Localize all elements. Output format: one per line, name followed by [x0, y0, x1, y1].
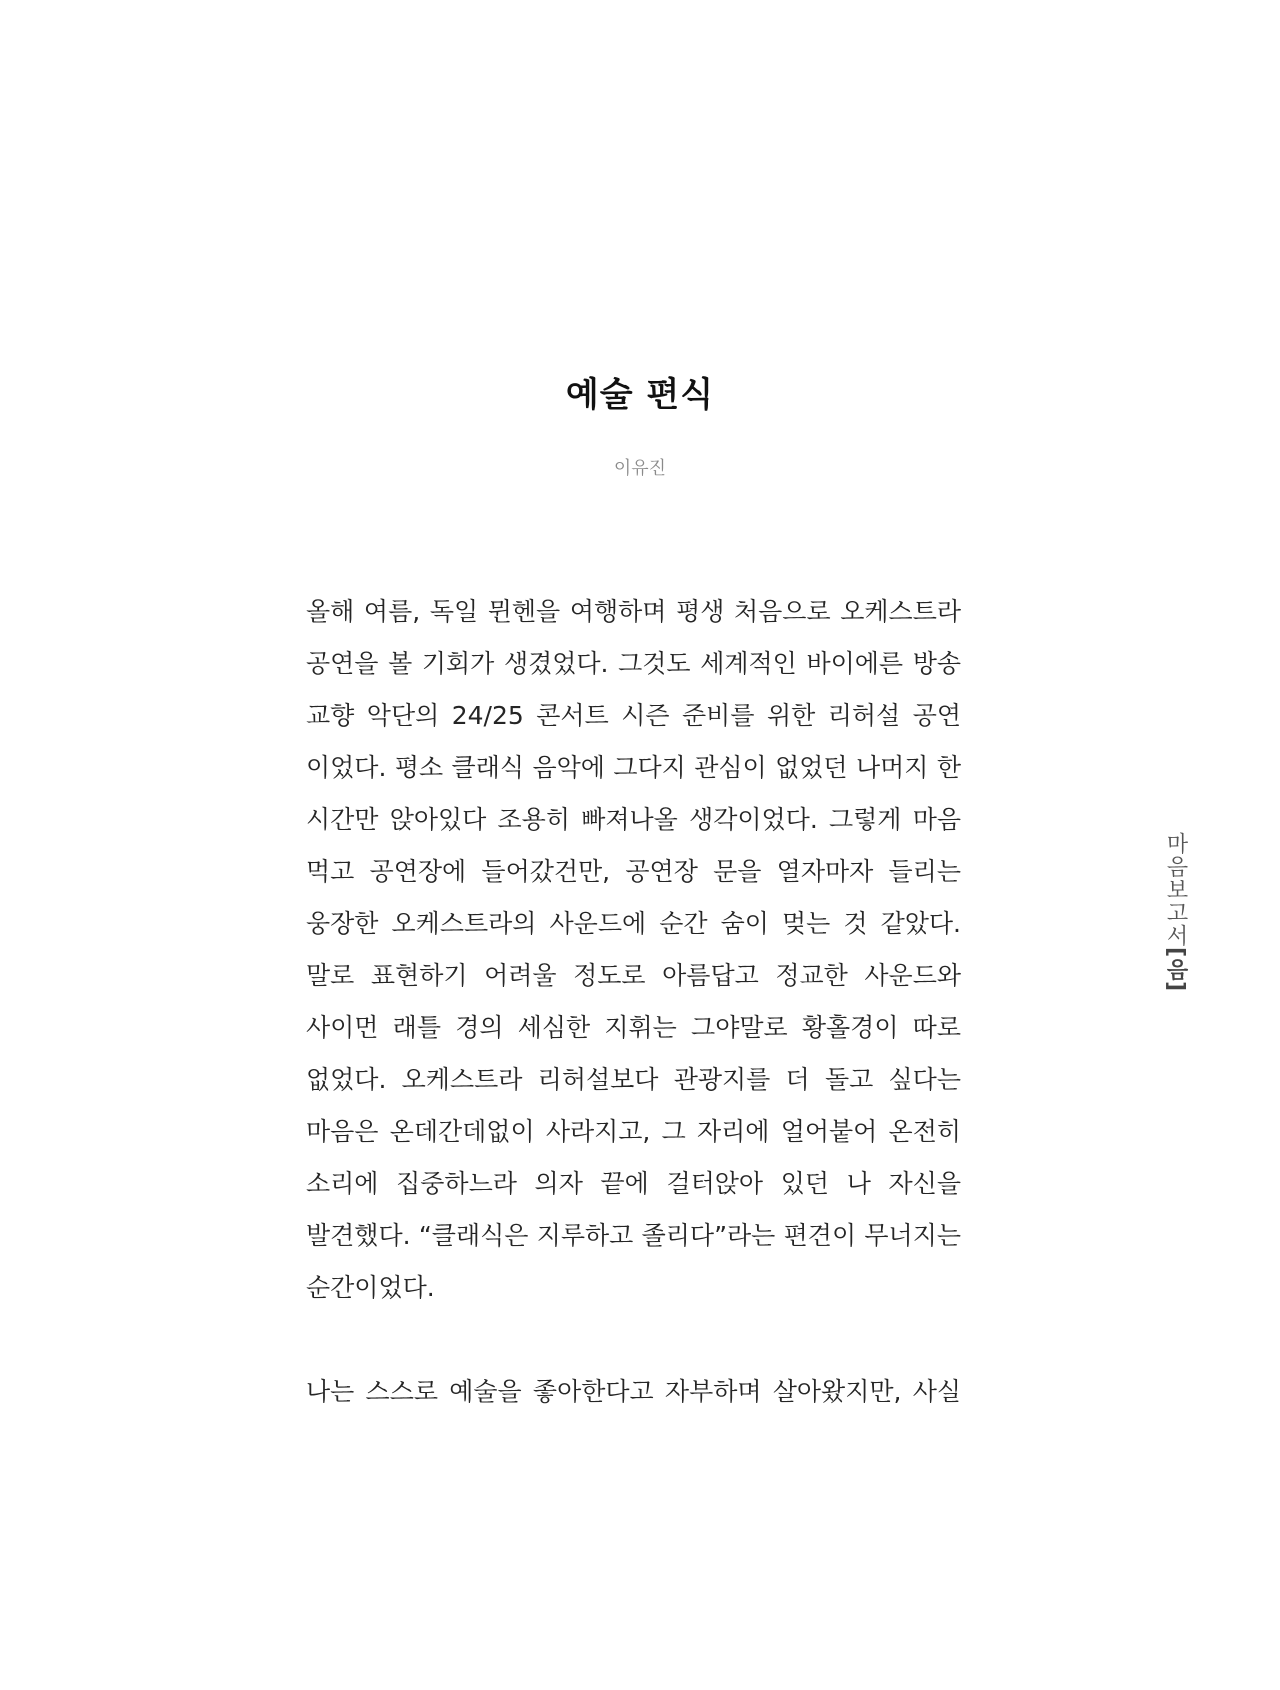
- body-line: 먹고 공연장에 들어갔건만, 공연장 문을 열자마자 들리는: [306, 857, 961, 886]
- paragraph-gap: [306, 1314, 961, 1366]
- body-line: 이었다. 평소 클래식 음악에 그다지 관심이 없었던 나머지 한: [306, 753, 961, 782]
- body-line: 없었다. 오케스트라 리허설보다 관광지를 더 돌고 싶다는: [306, 1065, 961, 1094]
- section-side-label: [1161, 832, 1189, 992]
- body-line: 사이먼 래틀 경의 세심한 지휘는 그야말로 황홀경이 따로: [306, 1013, 961, 1042]
- body-line: 웅장한 오케스트라의 사운드에 순간 숨이 멎는 것 같았다.: [306, 909, 961, 938]
- body-line: 소리에 집중하느라 의자 끝에 걸터앉아 있던 나 자신을: [306, 1169, 961, 1198]
- article-body: [306, 586, 961, 1418]
- paragraph-2: [306, 1366, 961, 1418]
- paragraph-1: [306, 586, 961, 1314]
- article-title: 예술 편식: [565, 375, 715, 415]
- body-line: 나는 스스로 예술을 좋아한다고 자부하며 살아왔지만, 사실: [306, 1377, 961, 1406]
- label-close-bracket: ]: [1163, 981, 1188, 993]
- body-line: 교향 악단의 24/25 콘서트 시즌 준비를 위한 리허설 공연: [306, 701, 961, 730]
- body-line: 순간이었다.: [306, 1273, 435, 1302]
- body-line: 마음은 온데간데없이 사라지고, 그 자리에 얼어붙어 온전히: [306, 1117, 961, 1146]
- body-line: 공연을 볼 기회가 생겼었다. 그것도 세계적인 바이에른 방송: [306, 649, 961, 678]
- body-line: 올해 여름, 독일 뮌헨을 여행하며 평생 처음으로 오케스트라: [306, 597, 961, 626]
- label-open-bracket: [: [1163, 947, 1188, 959]
- body-line: 발견했다. “클래식은 지루하고 졸리다”라는 편견이 무너지는: [306, 1221, 961, 1250]
- author-name: 이유진: [613, 458, 667, 479]
- section-tag: 음: [1163, 958, 1188, 982]
- section-label-text: 마음보고서: [1163, 832, 1188, 947]
- body-line: 말로 표현하기 어려울 정도로 아름답고 정교한 사운드와: [306, 961, 961, 990]
- body-line: 시간만 앉아있다 조용히 빠져나올 생각이었다. 그렇게 마음: [306, 805, 961, 834]
